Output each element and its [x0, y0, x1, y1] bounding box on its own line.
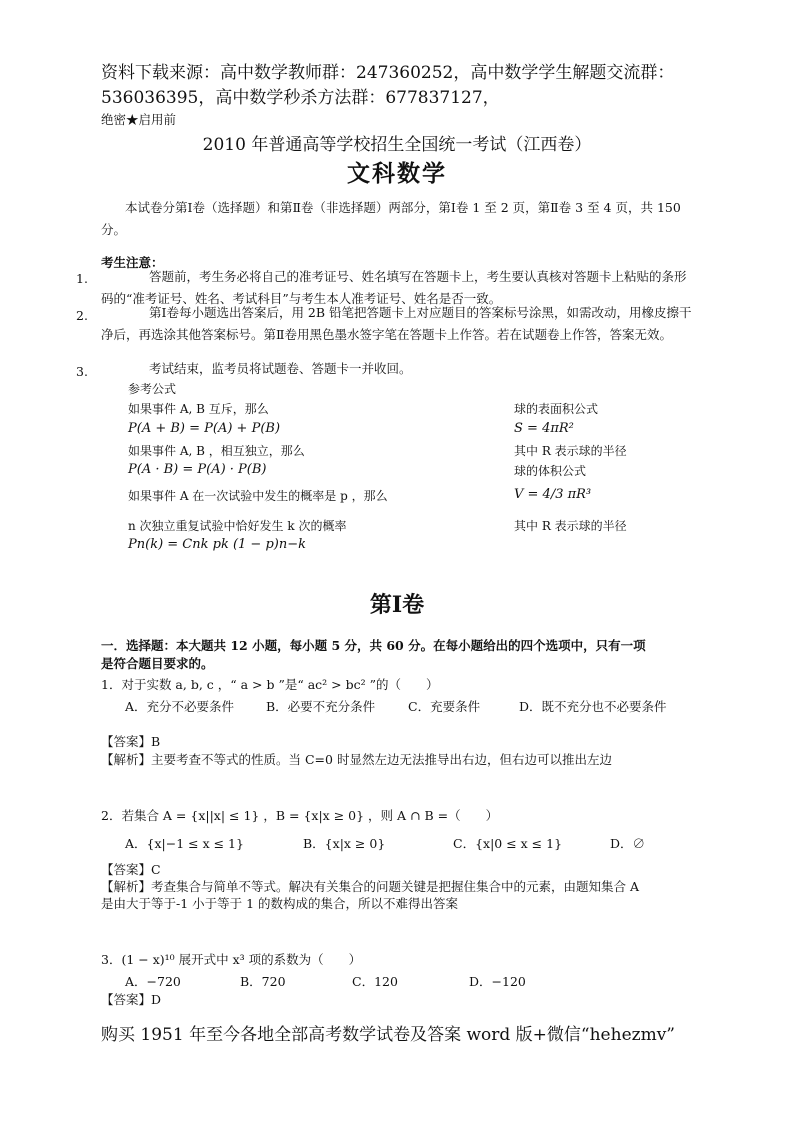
q2-analysis-line-2: 是由大于等于-1 小于等于 1 的数构成的集合，所以不难得出答案 — [101, 896, 459, 911]
q1-analysis: 【解析】主要考查不等式的性质。当 C=0 时显然左边无法推导出右边，但右边可以推出左边 — [101, 752, 612, 767]
notice-item-3: 考试结束，监考员将试题卷、答题卡一并收回。 — [149, 361, 412, 376]
section-heading-line-1: 一．选择题：本大题共 12 小题，每小题 5 分，共 60 分。在每小题给出的四个选项中，只有一项 — [101, 638, 646, 653]
subject-title: 文科数学 — [347, 160, 447, 187]
notice-num-1: 1. — [76, 271, 88, 286]
q3-option-b: B．720 — [240, 974, 286, 989]
q1-stem: 1．对于实数 a, b, c ，“ a > b ”是“ ac² > bc² ”的（ ） — [101, 677, 439, 692]
q3-option-c: C．120 — [352, 974, 398, 989]
formula-left-7: Pn(k) = Cnk pk (1 − p)n−k — [128, 537, 306, 552]
footer-ad: 购买 1951 年至今各地全部高考数学试卷及答案 word 版+微信“hehezmv” — [101, 1025, 675, 1045]
source-header-line-1: 资料下载来源：高中数学教师群：247360252，高中数学学生解题交流群： — [101, 63, 675, 83]
intro-paragraph: 本试卷分第Ⅰ卷（选择题）和第Ⅱ卷（非选择题）两部分，第Ⅰ卷 1 至 2 页，第Ⅱ卷 3 至 4 页，共 150 分。 — [101, 200, 681, 237]
formula-left-1: 如果事件 A, B 互斥，那么 — [128, 402, 269, 416]
q1-option-a: A．充分不必要条件 — [125, 699, 235, 714]
q1-answer: 【答案】B — [101, 734, 161, 749]
q1-option-b: B．必要不充分条件 — [266, 699, 376, 714]
notice-num-3: 3. — [76, 364, 88, 379]
q3-option-d: D．−120 — [469, 974, 526, 989]
secret-mark: 绝密★启用前 — [101, 112, 177, 127]
q2-analysis-line-1: 【解析】考查集合与简单不等式。解决有关集合的问题关键是把握住集合中的元素，由题知集合 A — [101, 879, 640, 894]
q1-option-c: C．充要条件 — [408, 699, 481, 714]
q2-option-d: D．∅ — [610, 836, 646, 851]
formula-left-6: n 次独立重复试验中恰好发生 k 次的概率 — [128, 519, 347, 533]
formula-right-1: 球的表面积公式 — [514, 402, 599, 416]
q2-option-a: A．{x|−1 ≤ x ≤ 1} — [125, 836, 244, 851]
formula-left-3: 如果事件 A, B ，相互独立，那么 — [128, 444, 305, 458]
formula-right-3: 其中 R 表示球的半径 — [514, 444, 627, 458]
q2-stem: 2．若集合 A = {x||x| ≤ 1} ，B = {x|x ≥ 0} ，则 A ∩ B =（ ） — [101, 808, 499, 823]
q1-option-d: D．既不充分也不必要条件 — [519, 699, 667, 714]
q3-option-a: A．−720 — [125, 974, 181, 989]
formula-left-4: P(A · B) = P(A) · P(B) — [128, 462, 267, 477]
notice-item-2: 第Ⅰ卷每小题选出答案后，用 2B 铅笔把答题卡上对应题目的答案标号涂黑，如需改动，用橡皮擦干净后，再选涂其他答案标号。第Ⅱ卷用黑色墨水签字笔在答题卡上作答。若在试题卷上作答，答案无效。 — [101, 305, 692, 342]
notice-num-2: 2. — [76, 308, 88, 323]
formula-right-5: V = 4/3 πR³ — [514, 487, 592, 502]
q2-option-b: B．{x|x ≥ 0} — [303, 836, 386, 851]
source-header-line-2: 536036395，高中数学秒杀方法群：677837127， — [101, 88, 500, 108]
volume-title: 第Ⅰ卷 — [369, 592, 425, 618]
section-heading-line-2: 是符合题目要求的。 — [101, 656, 214, 671]
formula-right-6: 其中 R 表示球的半径 — [514, 519, 627, 533]
formulas-heading: 参考公式 — [128, 382, 177, 396]
q2-option-c: C．{x|0 ≤ x ≤ 1} — [453, 836, 563, 851]
formula-right-2: S = 4πR² — [514, 421, 574, 436]
notice-heading: 考生注意： — [101, 255, 164, 270]
q3-answer: 【答案】D — [101, 992, 162, 1007]
q3-stem: 3．(1 − x)¹⁰ 展开式中 x³ 项的系数为（ ） — [101, 952, 362, 967]
q2-answer: 【答案】C — [101, 862, 161, 877]
exam-title: 2010 年普通高等学校招生全国统一考试（江西卷） — [202, 135, 592, 155]
formula-left-5: 如果事件 A 在一次试验中发生的概率是 p ，那么 — [128, 489, 388, 503]
formula-right-4: 球的体积公式 — [514, 464, 587, 478]
formula-left-2: P(A + B) = P(A) + P(B) — [128, 421, 281, 436]
notice-item-1: 答题前，考生务必将自己的准考证号、姓名填写在答题卡上，考生要认真核对答题卡上粘贴的条形码的“准考证号、姓名、考试科目”与考生本人准考证号、姓名是否一致。 — [101, 269, 687, 306]
